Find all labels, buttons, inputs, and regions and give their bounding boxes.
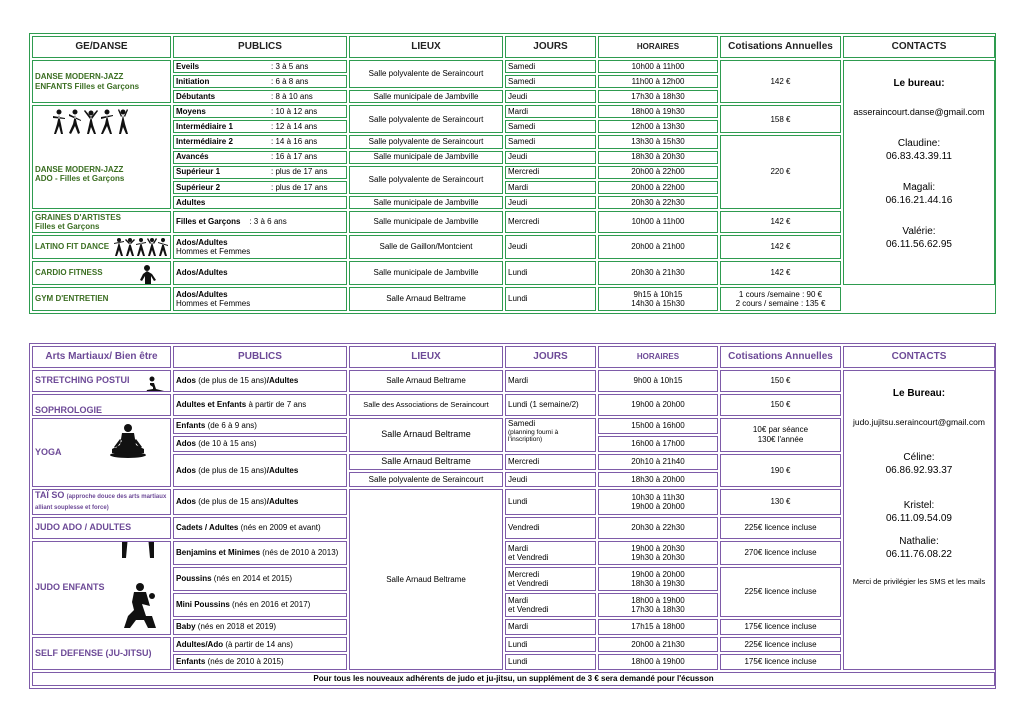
- lieu-cell: Salle polyvalente de Seraincourt: [349, 135, 503, 148]
- level-label: Eveils: [176, 61, 200, 71]
- publics-text: (de plus de 15 ans): [196, 376, 267, 386]
- level-label: Adultes: [176, 197, 206, 207]
- horaire-line: 18h30 à 19h30: [631, 579, 685, 589]
- publics-cell: [173, 654, 347, 670]
- publics-text: à partir de 7 ans: [246, 400, 307, 410]
- publics-cell: [173, 181, 347, 194]
- publics-bold: Ados: [176, 465, 196, 475]
- header-horaires: HORAIRES: [598, 36, 718, 58]
- jour-cell: Jeudi: [505, 151, 596, 164]
- dance-table: [30, 34, 997, 313]
- contact-name: Claudine:: [897, 138, 941, 149]
- price-line: 1 cours /semaine : 90 €: [738, 289, 823, 299]
- horaire-line: 18h00 à 19h00: [631, 595, 685, 605]
- contact-note: Merci de privilégier les SMS et les mails: [852, 577, 986, 586]
- publics-cell: [173, 454, 347, 487]
- lieu-cell: Salle municipale de Jambville: [349, 261, 503, 285]
- horaire-cell: 20h30 à 21h30: [598, 261, 718, 285]
- contact-phone[interactable]: 06.83.43.39.11: [886, 151, 952, 162]
- header-cotisations: Cotisations Annuelles: [720, 36, 841, 58]
- activity-yoga: [32, 418, 171, 487]
- age-label: : 3 à 5 ans: [271, 61, 309, 71]
- jour-cell: Mardi: [505, 619, 596, 635]
- header-horaires: HORAIRES: [598, 346, 718, 368]
- contact-phone[interactable]: 06.11.56.62.95: [886, 239, 952, 250]
- lieu-cell: Salle municipale de Jambville: [349, 196, 503, 209]
- horaire-cell: 10h00 à 11h00: [598, 60, 718, 73]
- price-cell: [720, 287, 841, 311]
- publics-cell: [173, 60, 347, 73]
- horaire-cell: 10h00 à 11h00: [598, 211, 718, 233]
- publics-text: (nés de 2010 à 2013): [260, 548, 339, 558]
- publics-sub: Hommes et Femmes: [176, 299, 251, 308]
- price-cell: 142 €: [720, 261, 841, 285]
- age-label: : plus de 17 ans: [271, 167, 328, 177]
- horaire-cell: 20h10 à 21h40: [598, 454, 718, 470]
- publics-text: (nés de 2010 à 2015): [205, 657, 284, 667]
- level-label: Intermédiaire 1: [176, 122, 233, 132]
- horaire-line: 19h00 à 20h30: [631, 543, 685, 553]
- publics-text: (de plus de 15 ans): [196, 465, 267, 475]
- activity-title: DANSE MODERN-JAZZ: [35, 72, 124, 82]
- level-label: Supérieur 2: [176, 182, 221, 192]
- jour-cell: Lundi (1 semaine/2): [505, 394, 596, 416]
- price-cell: 150 €: [720, 370, 841, 392]
- horaire-line: 19h00 à 20h00: [631, 502, 685, 512]
- horaire-cell: [598, 287, 718, 311]
- horaire-cell: 9h00 à 10h15: [598, 370, 718, 392]
- publics-cell: [173, 567, 347, 591]
- publics-cell: [173, 105, 347, 118]
- contact-bureau: Le bureau:: [893, 78, 945, 89]
- price-cell: 142 €: [720, 60, 841, 103]
- jour-cell: Lundi: [505, 261, 596, 285]
- contact-email[interactable]: judo.jujitsu.seraincourt@gmail.com: [853, 417, 985, 427]
- horaire-cell: [598, 567, 718, 591]
- publics-sub: Hommes et Femmes: [176, 247, 251, 256]
- horaire-line: 9h15 à 10h15: [633, 289, 683, 299]
- horaire-line: 17h30 à 18h30: [631, 605, 685, 615]
- price-cell: 175€ licence incluse: [720, 654, 841, 670]
- publics-bold: Enfants: [176, 421, 206, 431]
- lieu-cell: Salle polyvalente de Seraincourt: [349, 166, 503, 194]
- publics-bold: Baby: [176, 622, 196, 632]
- contact-name: Kristel:: [903, 500, 935, 511]
- lieu-cell: Salle municipale de Jambville: [349, 211, 503, 233]
- header-activity: GE/DANSE: [32, 36, 171, 58]
- horaire-cell: 20h30 à 22h30: [598, 517, 718, 539]
- activity-note: (approche douce des arts martiaux alliant souplesse et force): [35, 493, 167, 512]
- activity-subtitle: ENFANTS Filles et Garçons: [35, 81, 140, 91]
- publics-cell: [173, 394, 347, 416]
- jour-cell: Jeudi: [505, 235, 596, 259]
- activity-title: STRETCHING POSTUI: [35, 375, 130, 386]
- arts-contacts: [843, 370, 995, 670]
- publics-cell: [173, 120, 347, 133]
- horaire-cell: 16h00 à 17h00: [598, 436, 718, 452]
- header-contacts: CONTACTS: [843, 36, 995, 58]
- publics-cell: [173, 517, 347, 539]
- age-label: : 10 à 12 ans: [271, 107, 318, 117]
- publics-bold: Cadets / Adultes: [176, 523, 239, 533]
- jour-cell: Lundi: [505, 287, 596, 311]
- activity-latino: [32, 235, 171, 259]
- lieu-cell: Salle des Associations de Seraincourt: [349, 394, 503, 416]
- footer-note: Pour tous les nouveaux adhérents de judo et ju-jitsu, un supplément de 3 € sera demandé pour l'écusson: [32, 672, 995, 686]
- activity-judo-enfants: [32, 541, 171, 635]
- jour-line: Mardi: [508, 595, 529, 605]
- publics-bold: Ados: [176, 439, 196, 449]
- contact-name: Magali:: [902, 182, 936, 193]
- activity-title: LATINO FIT DANCE: [35, 242, 110, 252]
- arts-table: [30, 344, 997, 688]
- publics-bold: /Adultes: [266, 465, 299, 475]
- contact-bureau: Le Bureau:: [892, 388, 946, 399]
- horaire-cell: [598, 541, 718, 565]
- yoga-silhouette-icon: [108, 423, 148, 459]
- lieu-cell: Salle polyvalente de Seraincourt: [349, 105, 503, 133]
- horaire-cell: 20h00 à 22h00: [598, 181, 718, 194]
- lieu-cell: Salle Arnaud Beltrame: [349, 454, 503, 470]
- lieu-cell: Salle polyvalente de Seraincourt: [349, 60, 503, 88]
- contact-phone[interactable]: 06.86.92.93.37: [885, 465, 953, 476]
- price-cell: [720, 418, 841, 452]
- activity-self-defense: SELF DEFENSE (JU-JITSU): [32, 637, 171, 670]
- arts-section: [29, 343, 996, 689]
- publics-text: (de 6 à 9 ans): [205, 421, 257, 431]
- jour-cell: Samedi: [505, 75, 596, 88]
- jour-cell: Mardi: [505, 370, 596, 392]
- jour-cell: Lundi: [505, 637, 596, 653]
- publics-cell: [173, 593, 347, 617]
- age-label: : 3 à 6 ans: [249, 217, 287, 227]
- header-jours: JOURS: [505, 346, 596, 368]
- activity-title: JUDO ADO / ADULTES: [35, 522, 132, 533]
- jour-cell: [505, 567, 596, 591]
- level-label: Initiation: [176, 76, 210, 86]
- activity-judo-ado: [32, 517, 171, 539]
- lieu-cell: Salle de Gaillon/Montcient: [349, 235, 503, 259]
- publics-label: Ados/Adultes: [176, 237, 228, 247]
- level-label: Intermédiaire 2: [176, 137, 233, 147]
- header-lieux: LIEUX: [349, 36, 503, 58]
- publics-bold: Adultes/Ado: [176, 639, 224, 649]
- publics-cell: [173, 637, 347, 653]
- publics-text: (de 10 à 15 ans): [196, 439, 257, 449]
- jour-note: (planning fourni à l'inscription): [508, 428, 559, 443]
- publics-cell: [173, 370, 347, 392]
- activity-title: DANSE MODERN-JAZZ: [35, 164, 124, 174]
- price-cell: 270€ licence incluse: [720, 541, 841, 565]
- activity-sophrologie: SOPHROLOGIE: [32, 394, 171, 416]
- price-cell: 142 €: [720, 235, 841, 259]
- header-jours: JOURS: [505, 36, 596, 58]
- activity-title: YOGA: [35, 446, 62, 457]
- publics-bold: /Adultes: [266, 497, 299, 507]
- activity-title: TAÏ SO: [35, 489, 65, 500]
- publics-bold: Enfants: [176, 657, 206, 667]
- jour-cell: [505, 541, 596, 565]
- age-label: : 16 à 17 ans: [271, 152, 318, 162]
- jour-line: et Vendredi: [508, 605, 549, 615]
- publics-bold: Adultes et Enfants: [176, 400, 247, 410]
- judo-bow-silhouette-icon: [114, 541, 162, 560]
- header-activity: Arts Martiaux/ Bien être: [32, 346, 171, 368]
- publics-cell: [173, 436, 347, 452]
- publics-text: (nés en 2014 et 2015): [211, 574, 293, 584]
- activity-title: GRAINES D'ARTISTES: [35, 212, 121, 222]
- header-cotisations: Cotisations Annuelles: [720, 346, 841, 368]
- horaire-cell: 20h00 à 22h00: [598, 166, 718, 179]
- publics-cell: [173, 489, 347, 515]
- publics-cell: Ados/Adultes: [173, 261, 347, 285]
- contact-phone[interactable]: 06.16.21.44.16: [885, 195, 953, 206]
- publics-bold: Poussins: [176, 574, 212, 584]
- jour-line: et Vendredi: [508, 553, 549, 563]
- activity-title: JUDO ENFANTS: [35, 582, 105, 593]
- jour-cell: Mercredi: [505, 211, 596, 233]
- level-label: Supérieur 1: [176, 167, 221, 177]
- contact-name: Valérie:: [902, 226, 936, 237]
- lieu-cell: Salle Arnaud Beltrame: [349, 370, 503, 392]
- horaire-cell: 18h00 à 19h00: [598, 654, 718, 670]
- publics-label: Filles et Garçons: [176, 217, 241, 227]
- publics-cell: [173, 75, 347, 88]
- horaire-cell: [598, 489, 718, 515]
- contact-name: Céline:: [903, 452, 935, 463]
- dance-section: [29, 33, 996, 314]
- publics-cell: [173, 418, 347, 434]
- activity-stretching: [32, 370, 171, 392]
- horaire-cell: 12h00 à 13h30: [598, 120, 718, 133]
- publics-cell: [173, 166, 347, 179]
- dancers-silhouette-icon: [51, 108, 131, 136]
- jour-cell: Mardi: [505, 105, 596, 118]
- horaire-cell: 13h30 à 15h30: [598, 135, 718, 148]
- price-cell: 158 €: [720, 105, 841, 133]
- lieu-cell: Salle Arnaud Beltrame: [349, 418, 503, 452]
- contact-name: Nathalie:: [899, 536, 939, 547]
- horaire-cell: 18h30 à 20h30: [598, 151, 718, 164]
- jour-line: Mercredi: [508, 569, 540, 579]
- age-label: : 12 à 14 ans: [271, 122, 318, 132]
- lieu-cell: Salle Arnaud Beltrame: [349, 287, 503, 311]
- price-line: 130€ l'année: [757, 434, 804, 444]
- jour-cell: Jeudi: [505, 90, 596, 103]
- jour-line: Mardi: [508, 543, 529, 553]
- publics-text: (à partir de 14 ans): [223, 639, 293, 649]
- activity-subtitle: ADO - Filles et Garçons: [35, 174, 125, 184]
- publics-bold: Ados: [176, 497, 196, 507]
- horaire-line: 14h30 à 15h30: [631, 299, 685, 308]
- horaire-cell: 11h00 à 12h00: [598, 75, 718, 88]
- jour-cell: Jeudi: [505, 472, 596, 488]
- publics-bold: Ados: [176, 376, 196, 386]
- header-publics: PUBLICS: [173, 346, 347, 368]
- activity-subtitle: Filles et Garçons: [35, 222, 100, 231]
- publics-cell: [173, 619, 347, 635]
- publics-text: (nés en 2018 et 2019): [195, 622, 277, 632]
- activity-taiso: [32, 489, 171, 515]
- jour-cell: [505, 593, 596, 617]
- publics-cell: [173, 135, 347, 148]
- horaire-cell: 19h00 à 20h00: [598, 394, 718, 416]
- price-cell: 130 €: [720, 489, 841, 515]
- publics-text: (nés en 2016 et 2017): [229, 600, 311, 610]
- publics-cell: [173, 151, 347, 164]
- horaire-line: 19h30 à 20h30: [631, 553, 685, 563]
- publics-cell: [173, 235, 347, 259]
- price-cell: 142 €: [720, 211, 841, 233]
- horaire-cell: 17h15 à 18h00: [598, 619, 718, 635]
- horaire-cell: [598, 593, 718, 617]
- jour-cell: [505, 418, 596, 452]
- publics-cell: [173, 287, 347, 311]
- horaire-line: 19h00 à 20h00: [631, 569, 685, 579]
- price-cell: 225€ licence incluse: [720, 567, 841, 617]
- activity-title: CARDIO FITNESS: [35, 268, 103, 278]
- judo-throw-silhouette-icon: [120, 582, 160, 632]
- jour-cell: Lundi: [505, 654, 596, 670]
- latino-dancers-icon: [113, 237, 169, 257]
- contact-phone[interactable]: 06.11.76.08.22: [886, 549, 952, 560]
- jour-cell: Samedi: [505, 120, 596, 133]
- price-cell: 220 €: [720, 135, 841, 209]
- lieu-cell: Salle Arnaud Beltrame: [349, 489, 503, 670]
- price-line: 2 cours / semaine : 135 €: [735, 299, 826, 308]
- level-label: Moyens: [176, 107, 206, 117]
- jour-cell: Mercredi: [505, 454, 596, 470]
- horaire-cell: 15h00 à 16h00: [598, 418, 718, 434]
- lieu-cell: Salle municipale de Jambville: [349, 90, 503, 103]
- price-cell: 150 €: [720, 394, 841, 416]
- jour-cell: Lundi: [505, 489, 596, 515]
- horaire-line: 10h30 à 11h30: [631, 492, 685, 502]
- publics-bold: /Adultes: [266, 376, 299, 386]
- activity-gym: GYM D'ENTRETIEN: [32, 287, 171, 311]
- jour-cell: Mardi: [505, 181, 596, 194]
- publics-cell: [173, 90, 347, 103]
- activity-cardio: [32, 261, 171, 285]
- publics-bold: Mini Poussins: [176, 600, 230, 610]
- jour-cell: Mercredi: [505, 166, 596, 179]
- lieu-cell: Salle municipale de Jambville: [349, 151, 503, 164]
- level-label: Débutants: [176, 91, 216, 101]
- lieu-cell: Salle polyvalente de Seraincourt: [349, 472, 503, 488]
- price-cell: 175€ licence incluse: [720, 619, 841, 635]
- horaire-cell: 18h00 à 19h30: [598, 105, 718, 118]
- publics-cell: [173, 196, 347, 209]
- jour-cell: Vendredi: [505, 517, 596, 539]
- publics-bold: Benjamins et Minimes: [176, 548, 261, 558]
- activity-modern-jazz-ado: [32, 105, 171, 209]
- contact-email[interactable]: asseraincourt.danse@gmail.com: [853, 107, 985, 117]
- stretching-silhouette-icon: [144, 375, 166, 392]
- horaire-cell: 20h30 à 22h30: [598, 196, 718, 209]
- activity-graines: [32, 211, 171, 233]
- jour-cell: Samedi: [505, 60, 596, 73]
- header-lieux: LIEUX: [349, 346, 503, 368]
- jour-line: et Vendredi: [508, 579, 549, 589]
- publics-text: (nés en 2009 et avant): [238, 523, 321, 533]
- price-line: 10€ par séance: [752, 425, 809, 435]
- price-cell: 225€ licence incluse: [720, 517, 841, 539]
- price-cell: 225€ licence incluse: [720, 637, 841, 653]
- dance-contacts: [843, 60, 995, 285]
- age-label: : 8 à 10 ans: [271, 91, 313, 101]
- jour-cell: Samedi: [505, 135, 596, 148]
- jour-cell: Jeudi: [505, 196, 596, 209]
- activity-modern-jazz-enfants: [32, 60, 171, 103]
- publics-label: Ados/Adultes: [176, 289, 228, 299]
- horaire-cell: 20h00 à 21h00: [598, 235, 718, 259]
- publics-cell: [173, 541, 347, 565]
- header-contacts: CONTACTS: [843, 346, 995, 368]
- jour-label: Samedi: [508, 419, 536, 428]
- fitness-silhouette-icon: [138, 264, 156, 285]
- publics-cell: [173, 211, 347, 233]
- age-label: : 14 à 16 ans: [271, 137, 318, 147]
- age-label: : plus de 17 ans: [271, 182, 328, 192]
- horaire-cell: 17h30 à 18h30: [598, 90, 718, 103]
- header-publics: PUBLICS: [173, 36, 347, 58]
- age-label: : 6 à 8 ans: [271, 76, 309, 86]
- horaire-cell: 18h30 à 20h00: [598, 472, 718, 488]
- publics-text: (de plus de 15 ans): [196, 497, 267, 507]
- price-cell: 190 €: [720, 454, 841, 487]
- horaire-cell: 20h00 à 21h30: [598, 637, 718, 653]
- contact-phone[interactable]: 06.11.09.54.09: [886, 513, 952, 524]
- level-label: Avancés: [176, 152, 209, 162]
